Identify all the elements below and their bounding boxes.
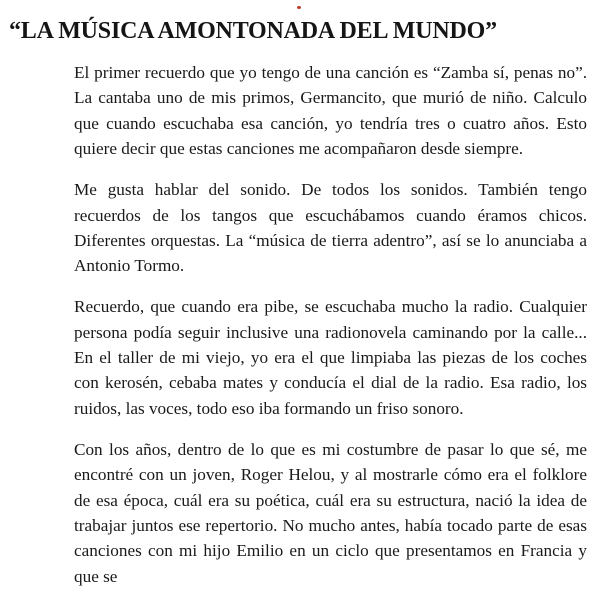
paragraph-2: Me gusta hablar del sonido. De todos los sonidos. También tengo recuerdos de los tangos que escuchábamos cuando éramos chicos. Diferentes orquestas. La “música de tierra adentro”, así se lo anunciaba a Antonio Tormo. xyxy=(74,180,587,276)
paragraph-1: El primer recuerdo que yo tengo de una canción es “Zamba sí, penas no”. La cantaba uno de mis primos, Germancito, que murió de niño. Calculo que cuando escuchaba esa canción, yo tendría tres o cuatro años. Esto quiere decir que estas canciones me acompañaron desde siempre. xyxy=(74,63,587,159)
paragraph-4: Con los años, dentro de lo que es mi costumbre de pasar lo que sé, me encontré con un joven, Roger Helou, y al mostrarle cómo era el folklore de esa época, cuál era su poética, cuál era su estructura, nació la idea de trabajar juntos ese repertorio. No mucho antes, había tocado parte de esas canciones con mi hijo Emilio en un ciclo que presentamos en Francia y que se xyxy=(74,439,587,586)
body-text xyxy=(74,60,587,601)
chapter-title: “LA MÚSICA AMONTONADA DEL MUNDO” xyxy=(9,18,497,44)
ink-speck xyxy=(297,6,301,9)
paragraph-3: Recuerdo, que cuando era pibe, se escuchaba mucho la radio. Cualquier persona podía seguir inclusive una radionovela caminando por la calle... En el taller de mi viejo, yo era el que limpiaba las piezas de los coches con kerosén, cebaba mates y conducía el dial de la radio. Esa radio, los ruidos, las voces, todo eso iba formando un friso sonoro. xyxy=(74,297,587,418)
